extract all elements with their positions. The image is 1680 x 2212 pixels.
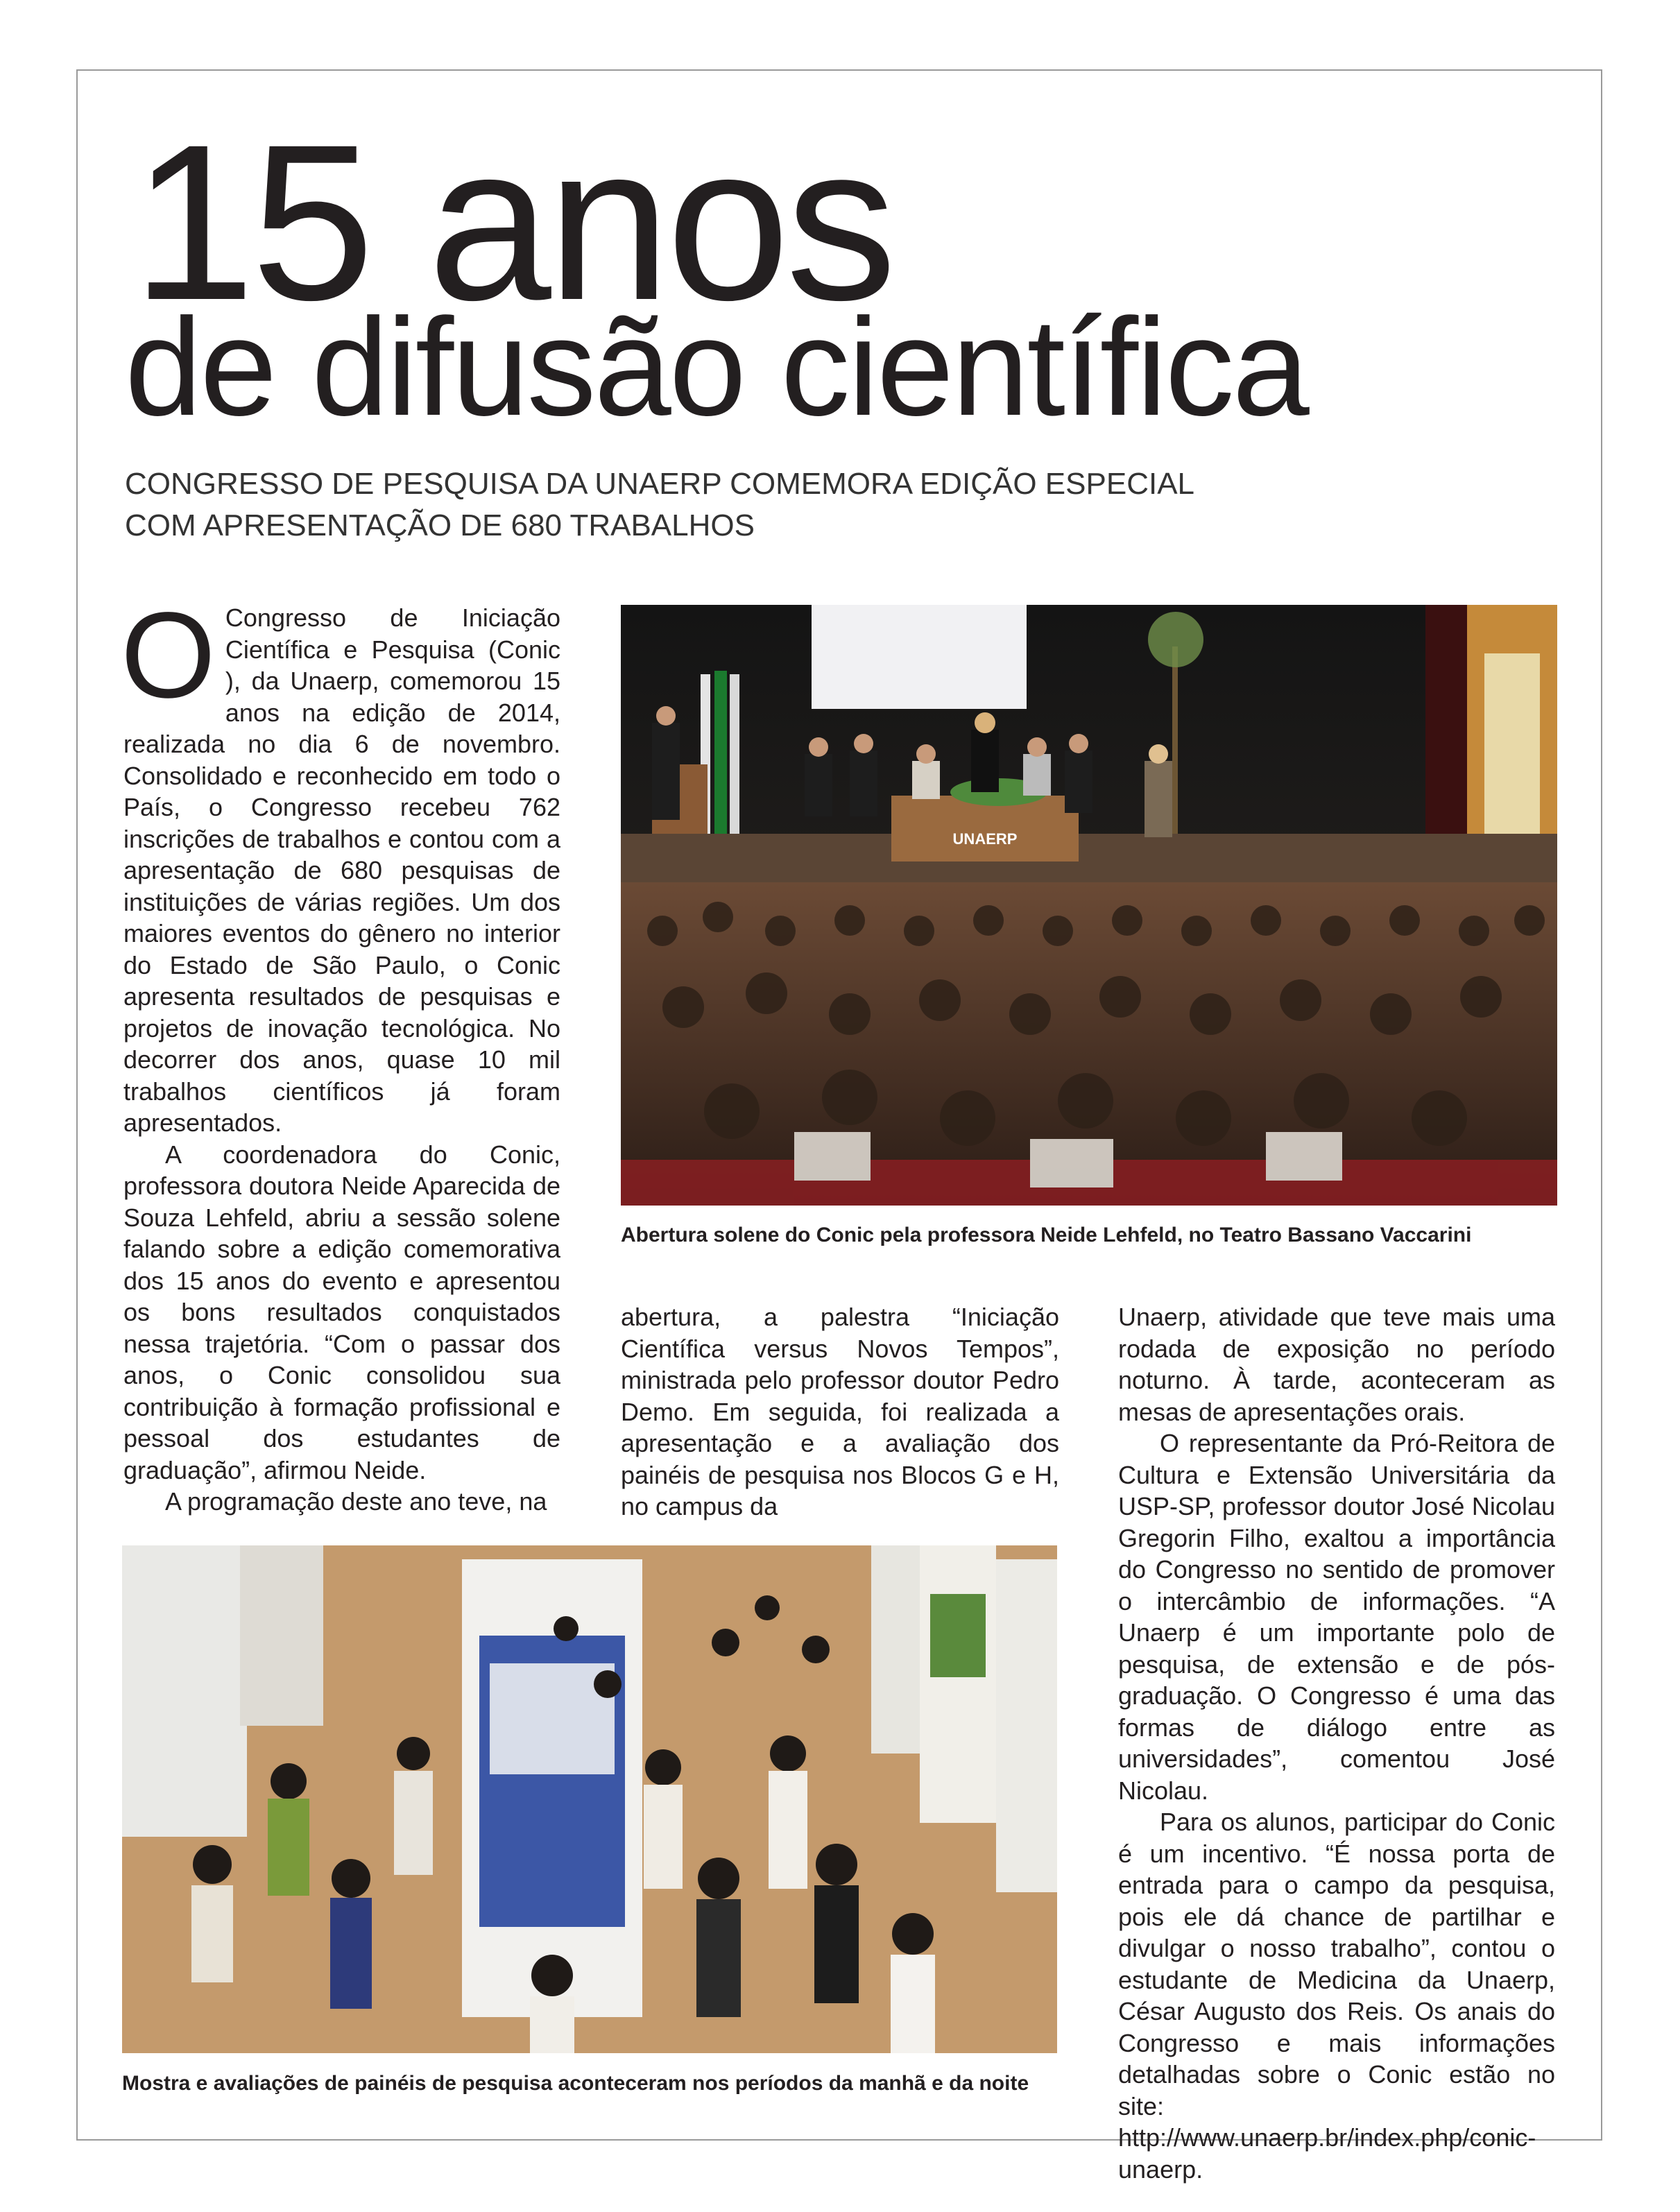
paragraph-6: Para os alunos, participar do Conic é um incentivo. “É nossa porta de entrada para o campo da pesquisa, pois ele dá chance de partilhar e divulgar o nosso trabalho”, contou o estudante de Medicina da Unaerp, César Augusto dos Reis. Os anais do Congresso e mais informações detalhadas sobre o Conic estão no site: http://www.unaerp.br/index.php/conic-unaerp. [1118,1808,1555,2184]
article-column-1 [121,588,560,1516]
auditorium-illustration [621,605,1557,1206]
photo-1-caption: Abertura solene do Conic pela professora Neide Lehfeld, no Teatro Bassano Vaccarini [621,1224,1472,1246]
headline-number: 15 anos [132,98,893,346]
subheadline [125,463,1194,547]
photo-2-caption: Mostra e avaliações de painéis de pesquisa aconteceram nos períodos da manhã e da noite [122,2072,1029,2095]
headline: de difusão científica [125,290,1308,445]
poster-session-photo [122,1545,1057,2053]
paragraph-2: A coordenadora do Conic, professora doutora Neide Aparecida de Souza Lehfeld, abriu a sessão solene falando sobre a edição comemorativa dos 15 anos do evento e apresentou os bons resultados conquistados nessa trajetória. “Com o passar dos anos, o Conic consolidou sua contribuição à formação profissional e pessoal dos estudantes de graduação”, afirmou Neide. [123,1140,560,1484]
subheadline-line-1: CONGRESSO DE PESQUISA DA UNAERP COMEMORA EDIÇÃO ESPECIAL [125,467,1195,501]
table-banner-logo: UNAERP [952,830,1018,848]
drop-cap: O [121,588,216,723]
auditorium-photo [621,605,1557,1206]
paragraph-3-continued: abertura, a palestra “Iniciação Científica versus Novos Tempos”, ministrada pelo professor doutor Pedro Demo. Em seguida, foi realizada a apresentação e a avaliação dos painéis de pesquisa nos Blocos G e H, no campus da [621,1303,1059,1520]
paragraph-5: O representante da Pró-Reitora de Cultura e Extensão Universitária da USP-SP, professor doutor José Nicolau Gregorin Filho, exaltou a importância do Congresso no sentido de promover o intercâmbio de informações. “A Unaerp é um importante polo de pesquisa, de extensão e de pós-graduação. O Congresso é uma das formas de diálogo entre as universidades”, comentou José Nicolau. [1118,1429,1555,1805]
article-column-3 [1118,1301,1555,2184]
article-column-2 [621,1301,1059,1520]
poster-session-illustration [122,1545,1057,2053]
subheadline-line-2: COM APRESENTAÇÃO DE 680 TRABALHOS [125,508,755,542]
paragraph-1: O Congresso de Iniciação Científica e Pesquisa (Conic ), da Unaerp, comemorou 15 anos na edição de 2014, realizada no dia 6 de novembro. Consolidado e reconhecido em todo o País, o Congresso recebeu 762 inscrições de trabalhos e contou com a apresentação de 680 pesquisas de instituições de várias regiões. Um dos maiores eventos do gênero no interior do Estado de São Paulo, o Conic apresenta resultados de pesquisas e projetos de inovação tecnológica. No decorrer dos anos, quase 10 mil trabalhos científicos já foram apresentados. [121,588,560,1137]
paragraph-3: A programação deste ano teve, na [165,1487,547,1516]
paragraph-4: Unaerp, atividade que teve mais uma rodada de exposição no período noturno. À tarde, aconteceram as mesas de apresentações orais. [1118,1303,1555,1426]
